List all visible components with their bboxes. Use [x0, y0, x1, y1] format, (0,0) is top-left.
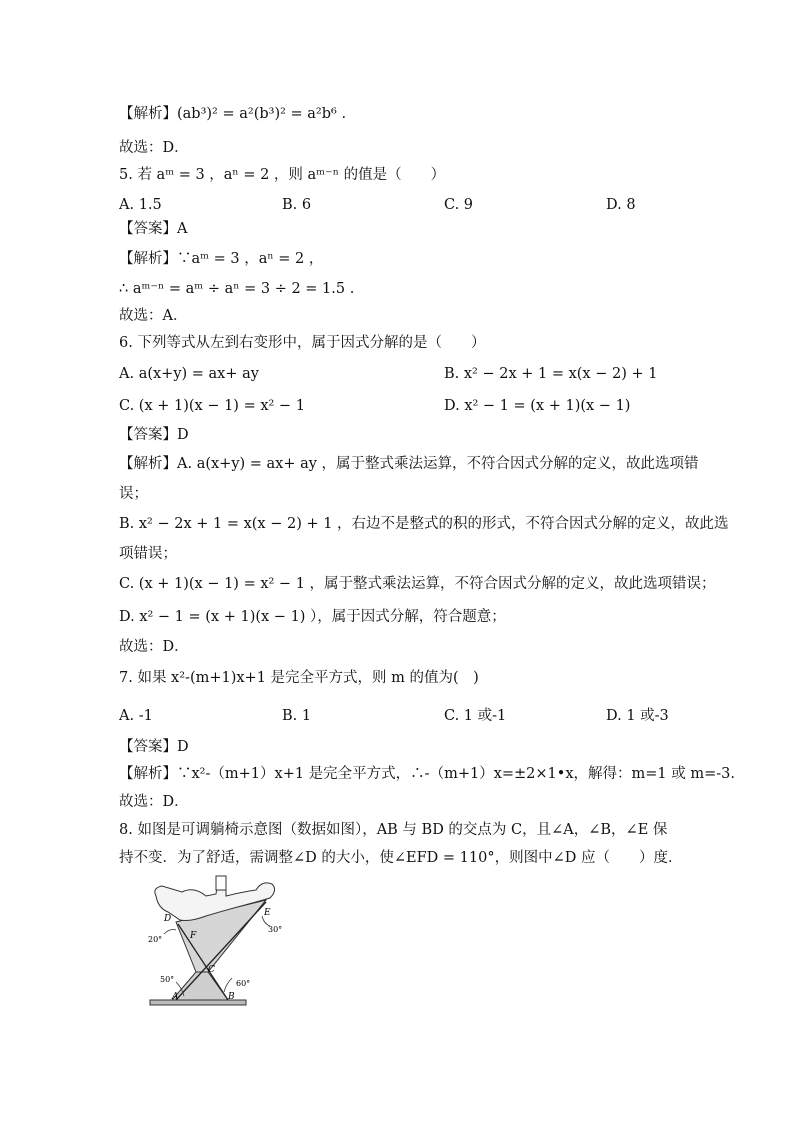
label-f: F [190, 931, 197, 941]
angle-20: 20° [148, 935, 163, 944]
angle-30: 30° [268, 925, 283, 934]
q6-option-b: B. x² − 2x + 1 = x(x − 2) + 1 [444, 366, 658, 382]
label-c: C [208, 965, 215, 975]
label-a: A [172, 992, 179, 1002]
q5-option-c: C. 9 [444, 197, 474, 213]
q6-solution-5: C. (x + 1)(x − 1) = x² − 1 ，属于整式乘法运算，不符合因式分解的定义，故此选项错误； [119, 576, 716, 592]
q5-choice: 故选：A． [119, 308, 188, 324]
angle-arc-60 [224, 978, 232, 992]
angle-50: 50° [160, 975, 175, 984]
q5-answer: 【答案】A [119, 221, 188, 237]
label-d: D [164, 914, 172, 924]
q5-option-b: B. 6 [282, 197, 312, 213]
q5-option-a: A. 1.5 [119, 197, 162, 213]
question-7: 7. 如果 x²-(m+1)x+1 是完全平方式，则 m 的值为( ) [119, 670, 479, 686]
q7-solution: 【解析】∵x²-（m+1）x+1 是完全平方式，∴-（m+1）x=±2×1•x，解得：m=1 或 m=-3. [119, 766, 735, 782]
q6-choice: 故选：D． [119, 639, 189, 655]
question-8-line-2: 持不变．为了舒适，需调整∠D 的大小，使∠EFD = 110°，则图中∠D 应（ ）度． [119, 850, 683, 866]
q5-solution-1: 【解析】∵aᵐ = 3 ，aⁿ = 2 ， [119, 251, 324, 267]
question-8-line-1: 8. 如图是可调躺椅示意图（数据如图），AB 与 BD 的交点为 C，且∠A，∠B，∠E 保 [119, 822, 668, 838]
recliner-diagram [146, 872, 286, 1010]
q7-option-c: C. 1 或-1 [444, 708, 507, 724]
q6-option-a: A. a(x+y) = ax+ ay [119, 366, 259, 382]
q6-solution-6: D. x² − 1 = (x + 1)(x − 1) ），属于因式分解，符合题意； [119, 609, 506, 625]
book [216, 876, 226, 890]
q6-solution-4: 项错误； [119, 546, 177, 562]
angle-arc-20 [164, 930, 176, 935]
q5-option-d: D. 8 [606, 197, 636, 213]
q5-solution-2: ∴ aᵐ⁻ⁿ = aᵐ ÷ aⁿ = 3 ÷ 2 = 1.5 . [119, 281, 355, 297]
label-b: B [228, 992, 235, 1002]
q7-choice: 故选：D． [119, 794, 189, 810]
q7-option-d: D. 1 或-3 [606, 708, 669, 724]
q6-option-d: D. x² − 1 = (x + 1)(x − 1) [444, 398, 631, 414]
question-6: 6. 下列等式从左到右变形中，属于因式分解的是（ ） [119, 335, 486, 351]
q6-solution-1: 【解析】A. a(x+y) = ax+ ay ，属于整式乘法运算，不符合因式分解的定义，故此选项错 [119, 456, 699, 472]
q6-option-c: C. (x + 1)(x − 1) = x² − 1 [119, 398, 305, 414]
q6-answer: 【答案】D [119, 427, 189, 443]
q7-option-b: B. 1 [282, 708, 312, 724]
q7-option-a: A. -1 [119, 708, 153, 724]
q6-solution-2: 误； [119, 486, 148, 502]
angle-60: 60° [236, 979, 251, 988]
question-5: 5. 若 aᵐ = 3 ，aⁿ = 2 ，则 aᵐ⁻ⁿ 的值是（ ） [119, 167, 446, 183]
q6-solution-3: B. x² − 2x + 1 = x(x − 2) + 1 ，右边不是整式的积的形式，不符合因式分解的定义，故此选 [119, 516, 729, 532]
choice-line: 故选：D． [119, 140, 189, 156]
solution-line-1: 【解析】(ab³)² = a²(b³)² = a²b⁶ . [119, 106, 347, 122]
q7-answer: 【答案】D [119, 739, 189, 755]
label-e: E [264, 908, 271, 918]
